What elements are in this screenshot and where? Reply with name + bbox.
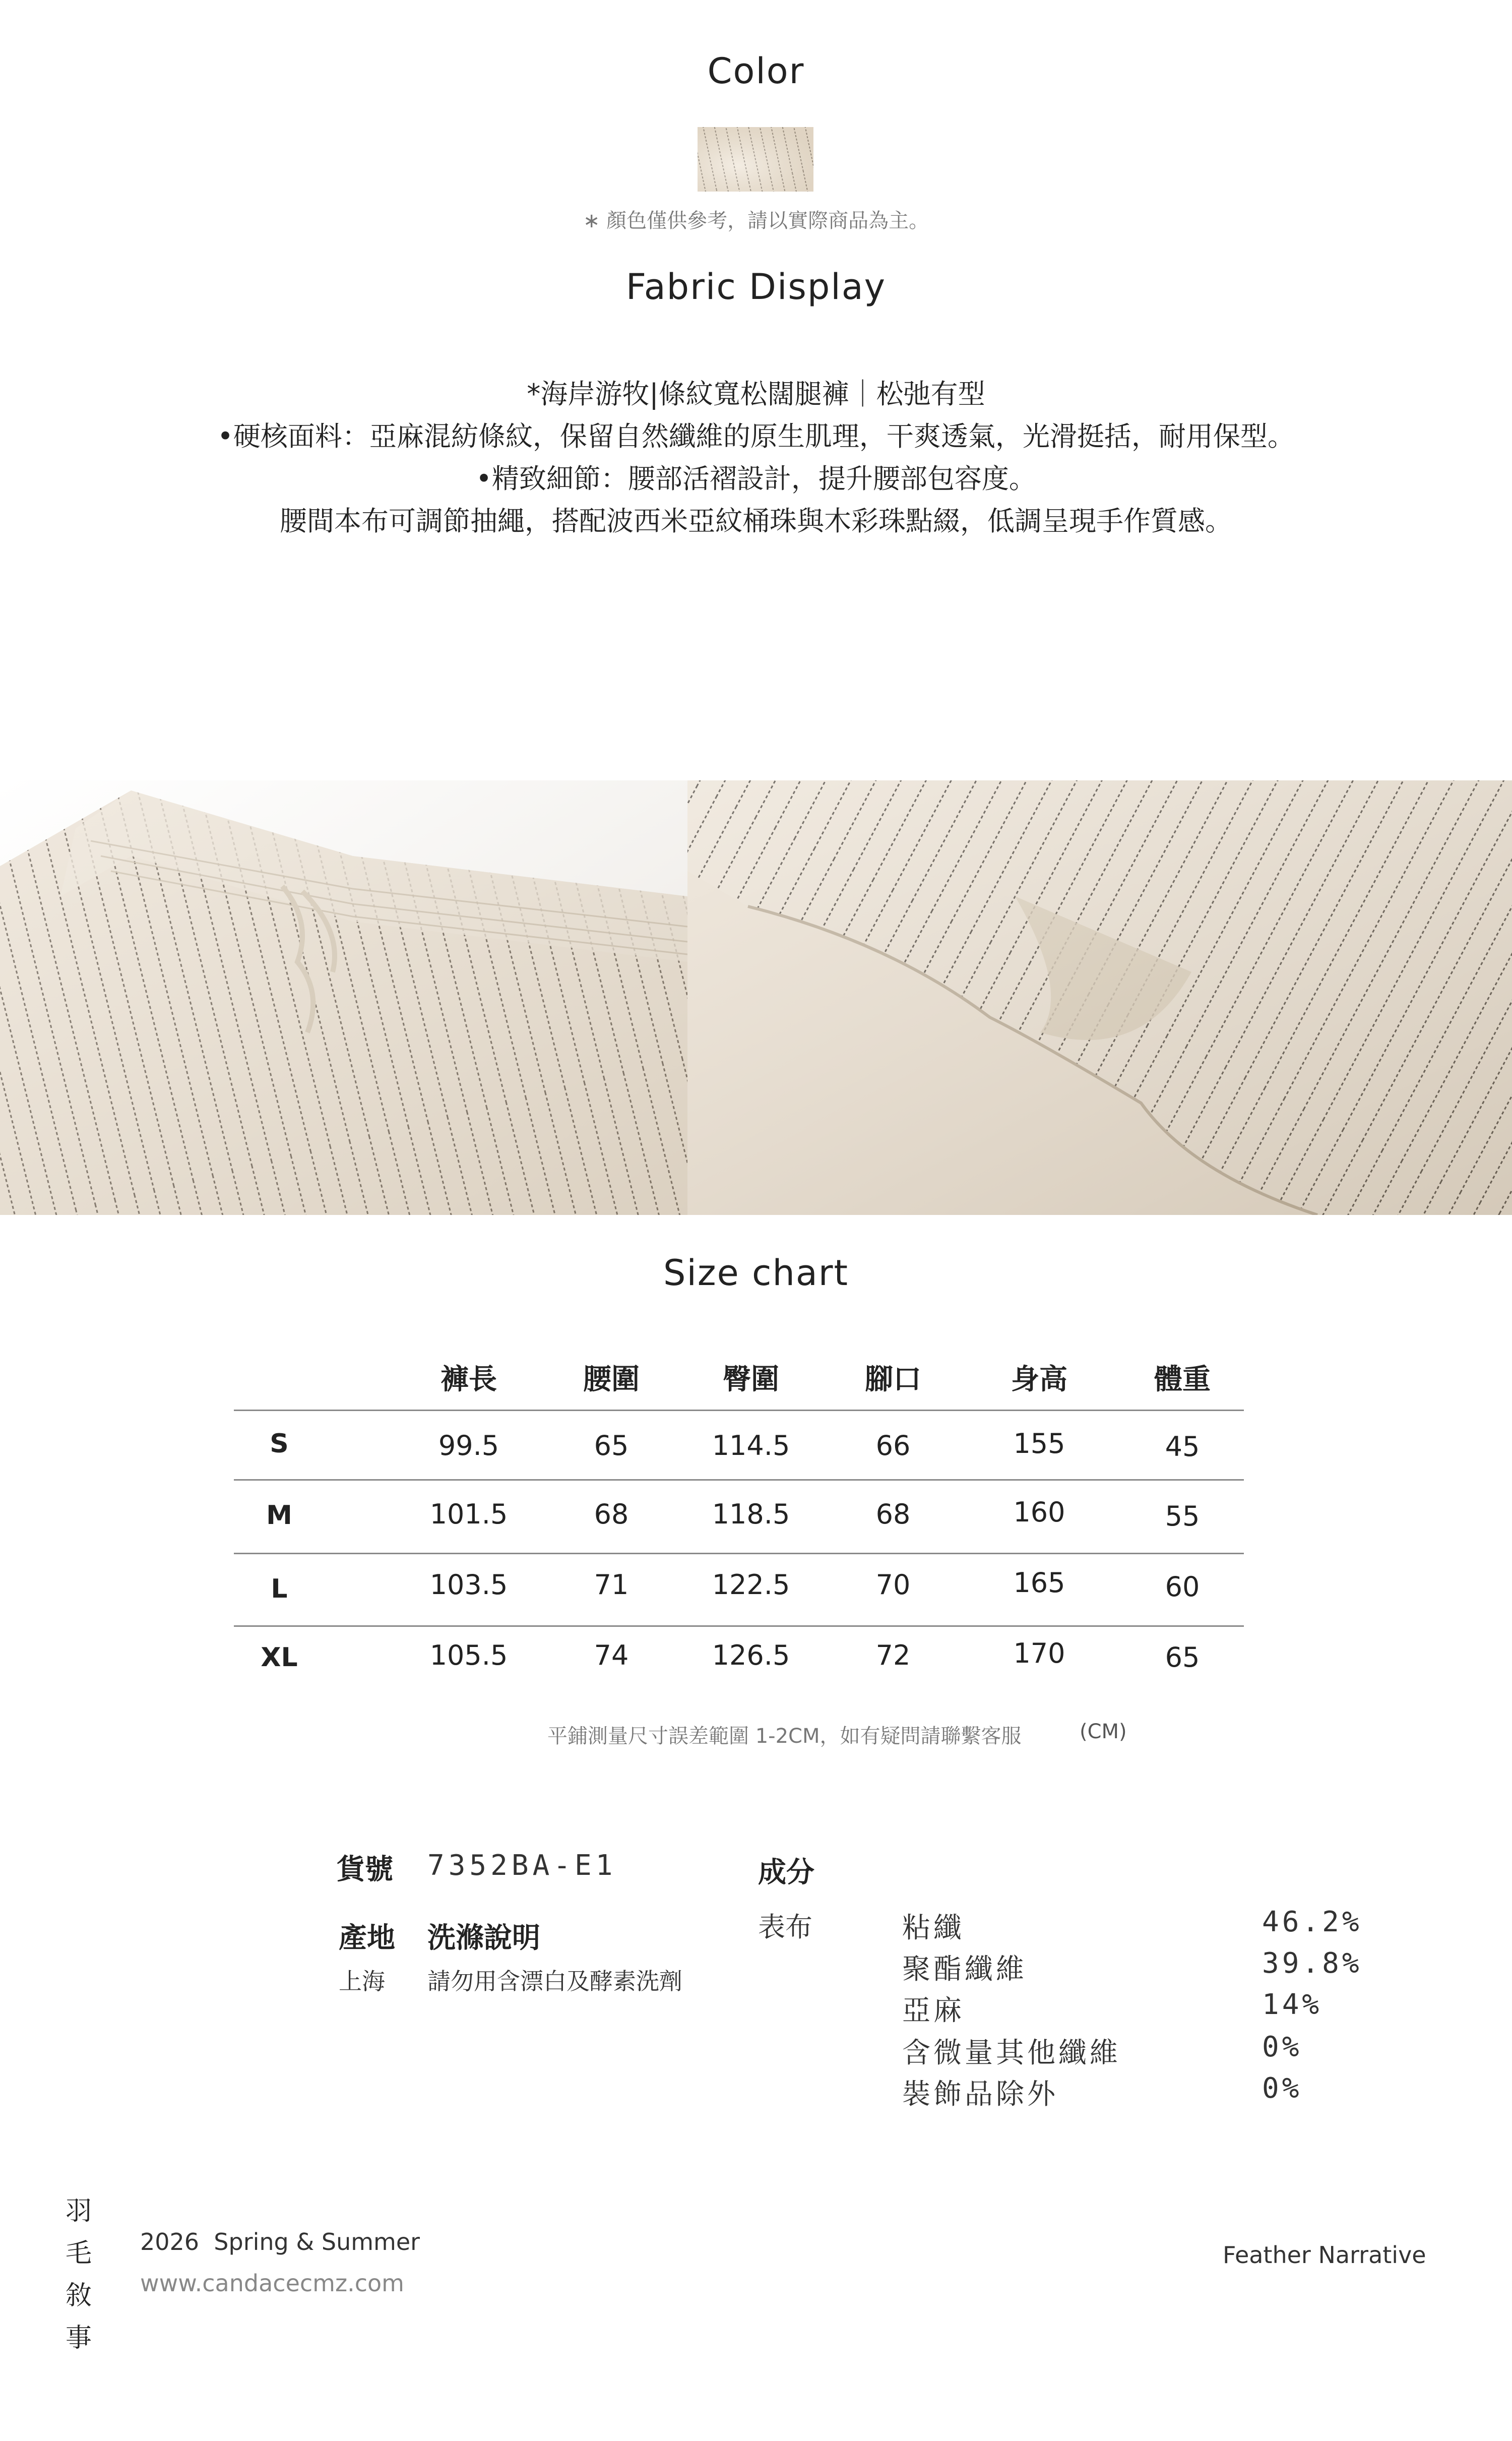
origin-value: 上海: [339, 1968, 385, 1995]
table-cell: 70: [875, 1569, 911, 1601]
table-cell: 65: [1165, 1641, 1200, 1673]
size-chart-note: 平鋪測量尺寸誤差範圍 1-2CM，如有疑問請聯繫客服: [547, 1725, 1022, 1748]
composition-percent: 46.2%: [1262, 1906, 1362, 1938]
fabric-desc-line: •精致細節：腰部活褶設計，提升腰部包容度。: [476, 463, 1036, 495]
table-cell: 71: [594, 1569, 629, 1601]
composition-label: 成分: [758, 1856, 814, 1889]
table-rule: [234, 1553, 1244, 1554]
table-cell: 105.5: [429, 1639, 508, 1671]
waistband-photo: [0, 780, 687, 1215]
table-rule: [234, 1625, 1244, 1627]
column-header-length: 褲長: [440, 1363, 497, 1396]
brand-char: 事: [65, 2323, 92, 2353]
website-link[interactable]: www.candacecmz.com: [140, 2270, 404, 2297]
brand-vertical-logo: [64, 2190, 94, 2359]
column-header-waist: 腰圍: [583, 1363, 640, 1396]
color-swatch[interactable]: [698, 127, 813, 192]
row-label-l: L: [271, 1574, 288, 1604]
table-cell: 114.5: [712, 1430, 790, 1461]
color-heading: Color: [707, 50, 805, 92]
table-cell: 103.5: [429, 1569, 508, 1601]
origin-label: 產地: [339, 1922, 395, 1955]
table-cell: 60: [1165, 1571, 1200, 1603]
composition-fiber: 亞麻: [902, 1994, 965, 2027]
table-rule: [234, 1410, 1244, 1411]
item-no-label: 貨號: [337, 1853, 393, 1886]
composition-fiber: 含微量其他纖維: [902, 2037, 1121, 2069]
row-label-xl: XL: [261, 1642, 298, 1673]
table-cell: 126.5: [712, 1639, 790, 1671]
fabric-desc-line: 腰間本布可調節抽繩，搭配波西米亞紋桶珠與木彩珠點綴，低調呈現手作質感。: [280, 505, 1232, 537]
item-no-value: 7352BA-E1: [427, 1849, 617, 1882]
row-label-m: M: [266, 1500, 292, 1531]
care-value: 請勿用含漂白及酵素洗劑: [427, 1968, 682, 1995]
composition-percent: 0%: [1262, 2072, 1302, 2105]
table-cell: 101.5: [429, 1498, 508, 1530]
table-cell: 99.5: [438, 1430, 499, 1461]
table-cell: 122.5: [712, 1569, 790, 1601]
composition-percent: 0%: [1262, 2031, 1302, 2063]
row-label-s: S: [270, 1429, 289, 1459]
table-cell: 160: [1013, 1496, 1065, 1528]
fabric-label: 表布: [758, 1911, 812, 1943]
color-note: ∗ 顏色僅供參考，請以實際商品為主。: [583, 209, 929, 232]
season-text: 2026 Spring & Summer: [140, 2228, 420, 2255]
fabric-description: [0, 373, 1512, 542]
table-cell: 68: [875, 1498, 911, 1530]
table-cell: 155: [1013, 1428, 1065, 1459]
table-cell: 165: [1013, 1567, 1065, 1599]
table-cell: 118.5: [712, 1498, 790, 1530]
brand-char: 毛: [65, 2238, 92, 2269]
table-cell: 72: [875, 1639, 911, 1671]
size-chart-unit: (CM): [1080, 1720, 1127, 1743]
composition-fiber: 聚酯纖維: [902, 1953, 1027, 1986]
fabric-desc-line: •硬核面料：亞麻混紡條紋，保留自然纖維的原生肌理，干爽透氣，光滑挺括，耐用保型。: [217, 420, 1295, 452]
fabric-desc-line: *海岸游牧|條紋寬松闊腿褲｜松弛有型: [527, 378, 985, 410]
composition-percent: 39.8%: [1262, 1947, 1362, 1980]
table-cell: 66: [875, 1430, 911, 1461]
brand-english-name: Feather Narrative: [1223, 2241, 1426, 2269]
column-header-height: 身高: [1011, 1363, 1067, 1396]
hem-photo: [687, 780, 1512, 1215]
care-label: 洗滌說明: [427, 1922, 540, 1955]
table-rule: [234, 1479, 1244, 1481]
fabric-heading: Fabric Display: [625, 266, 887, 308]
table-cell: 68: [594, 1498, 629, 1530]
composition-percent: 14%: [1262, 1988, 1322, 2021]
composition-fiber: 裝飾品除外: [902, 2078, 1058, 2111]
table-cell: 65: [594, 1430, 629, 1461]
composition-fiber: 粘纖: [902, 1912, 965, 1944]
column-header-weight: 體重: [1154, 1363, 1211, 1396]
column-header-hip: 臀圍: [723, 1363, 779, 1396]
size-chart-heading: Size chart: [663, 1252, 849, 1294]
table-cell: 170: [1013, 1637, 1065, 1669]
brand-char: 羽: [65, 2196, 92, 2226]
column-header-hem: 腳口: [865, 1363, 921, 1396]
brand-char: 敘: [65, 2281, 92, 2311]
table-cell: 74: [594, 1639, 629, 1671]
table-cell: 55: [1165, 1500, 1200, 1532]
table-cell: 45: [1165, 1431, 1200, 1462]
